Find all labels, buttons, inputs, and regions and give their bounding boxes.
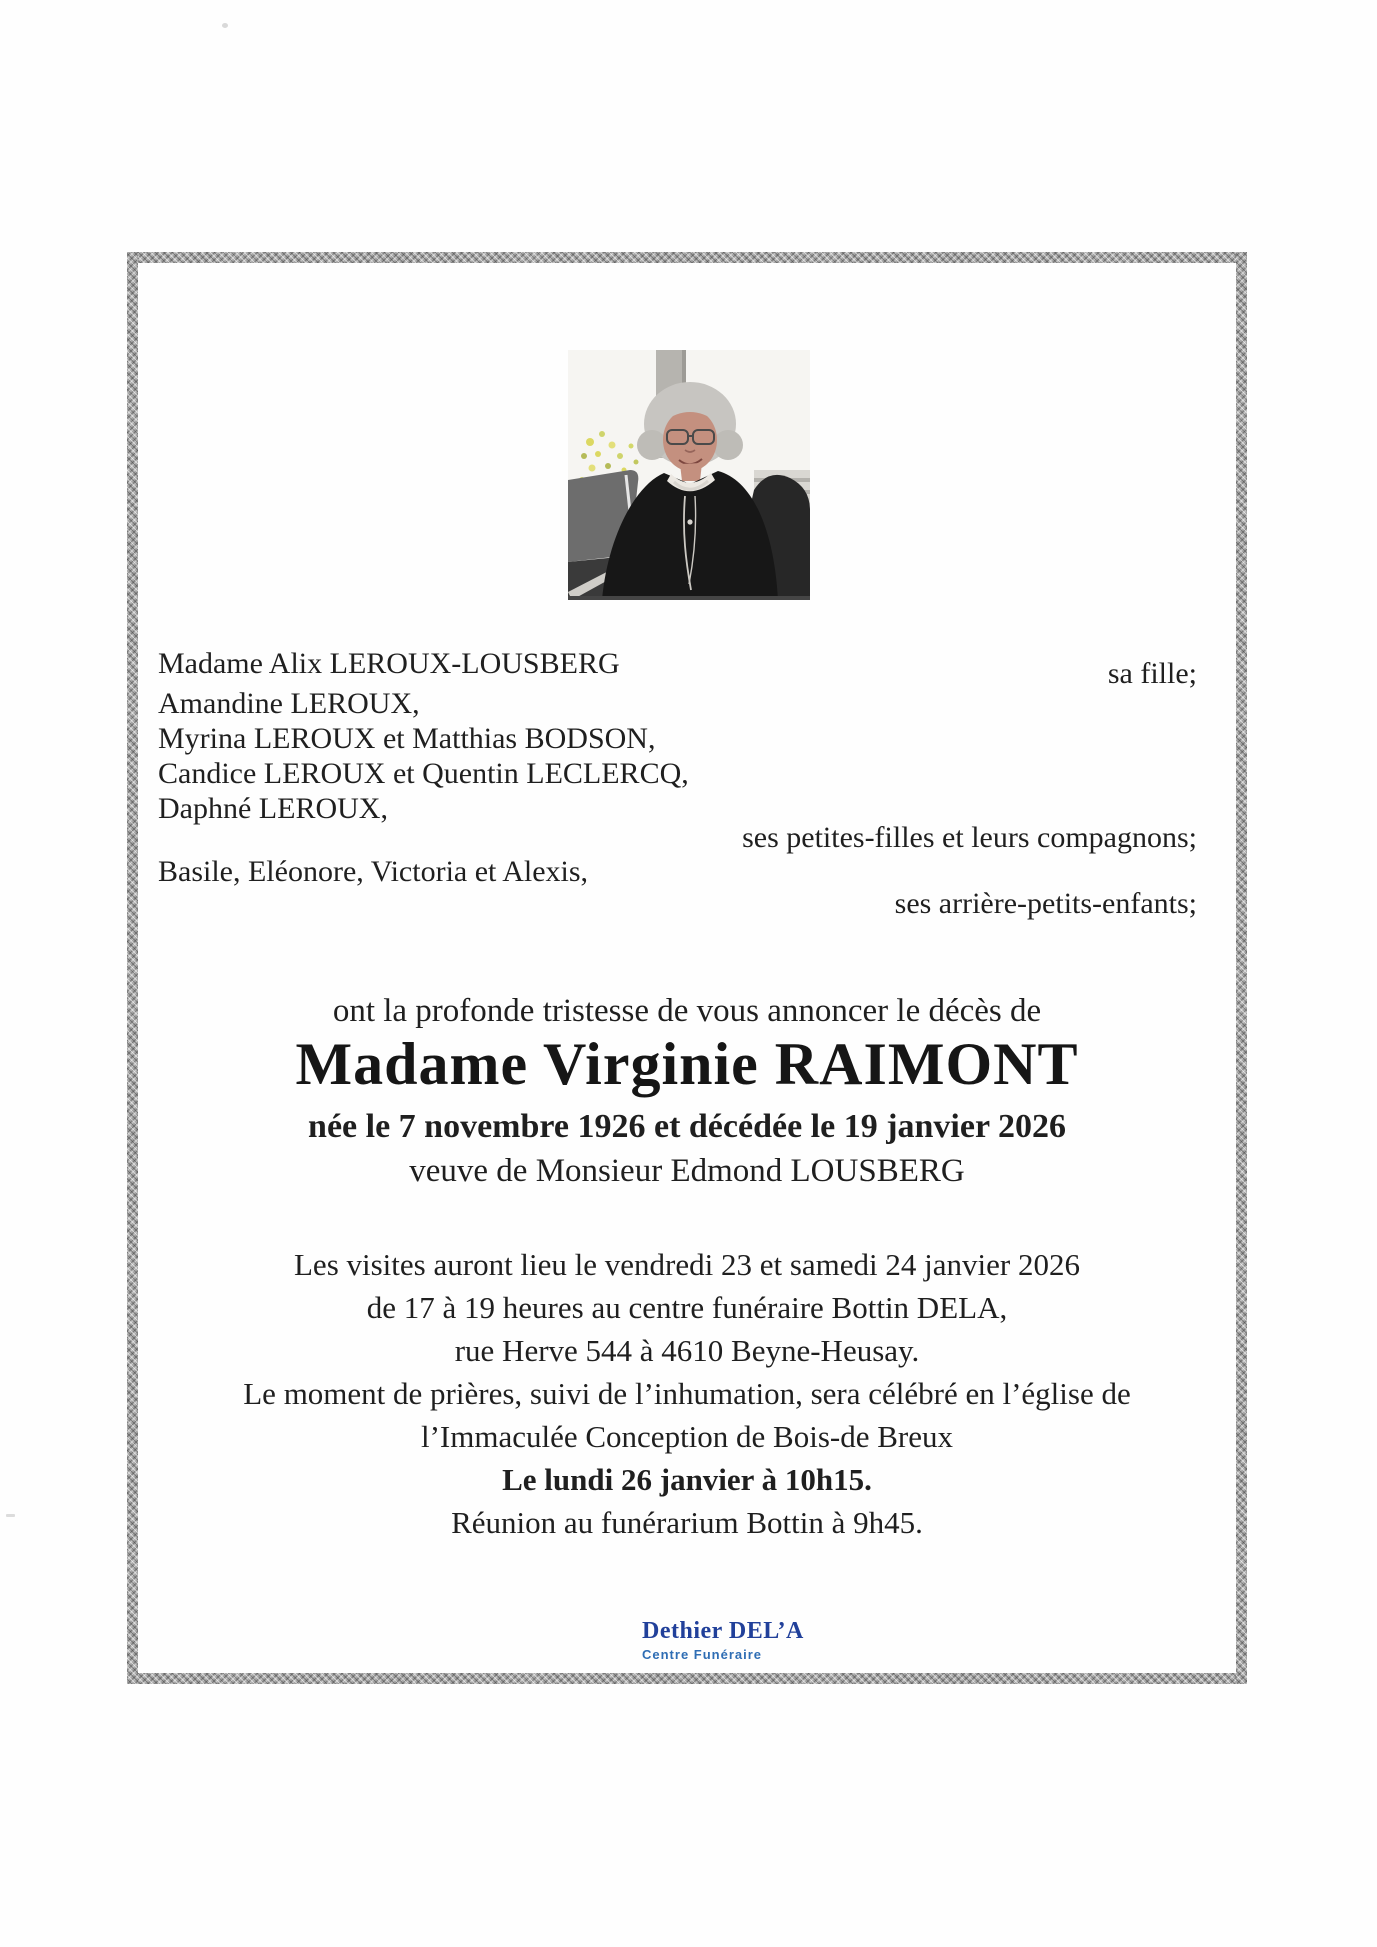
ceremony-line: l’Immaculée Conception de Bois-de Breux xyxy=(420,1419,953,1454)
woman-hair-side xyxy=(637,430,667,460)
ceremony-line: rue Herve 544 à 4610 Beyne-Heusay. xyxy=(454,1333,920,1368)
granddaughter-line: Myrina LEROUX et Matthias BODSON, xyxy=(158,722,656,755)
funeral-home-name: Dethier DEL’A xyxy=(642,1618,804,1644)
deceased-name-title: Madame Virginie RAIMONT xyxy=(295,1031,1079,1097)
ceremony-date-time-line: Le lundi 26 janvier à 10h15. xyxy=(502,1462,872,1497)
portrait-photo xyxy=(568,350,810,600)
granddaughter-line: Amandine LEROUX, xyxy=(158,687,420,720)
daughter-name-line: Madame Alix LEROUX-LOUSBERG xyxy=(158,647,620,680)
funeral-home-subtitle: Centre Funéraire xyxy=(642,1647,763,1662)
scan-speck xyxy=(222,23,228,28)
ceremony-line: Le moment de prières, suivi de l’inhumation, sera célébré en l’église de xyxy=(243,1376,1131,1411)
border-frame-top xyxy=(127,252,1247,263)
photo-bottom-edge xyxy=(568,596,810,600)
border-frame-right xyxy=(1236,252,1247,1684)
life-dates-line: née le 7 novembre 1926 et décédée le 19 janvier 2026 xyxy=(308,1108,1066,1145)
woman-face xyxy=(663,409,717,471)
border-frame-bottom xyxy=(127,1673,1247,1684)
ceremony-details xyxy=(137,1243,1237,1544)
granddaughters-relation-label: ses petites-filles et leurs compagnons; xyxy=(742,821,1197,854)
ceremony-line: Réunion au funérarium Bottin à 9h45. xyxy=(451,1505,923,1540)
granddaughter-line: Daphné LEROUX, xyxy=(158,792,388,825)
great-grandchildren-relation-label: ses arrière-petits-enfants; xyxy=(894,887,1197,920)
portrait-illustration xyxy=(568,350,810,600)
widow-line: veuve de Monsieur Edmond LOUSBERG xyxy=(409,1153,965,1189)
ceremony-line: Les visites auront lieu le vendredi 23 et samedi 24 janvier 2026 xyxy=(294,1247,1080,1282)
funeral-home-logo xyxy=(642,1618,804,1664)
daughter-relation-label: sa fille; xyxy=(1107,657,1197,690)
scan-speck xyxy=(6,1514,15,1517)
woman-neck xyxy=(680,463,702,481)
great-grandchildren-line: Basile, Eléonore, Victoria et Alexis, xyxy=(158,855,589,888)
granddaughters-list xyxy=(158,686,689,826)
ceremony-line: de 17 à 19 heures au centre funéraire Bottin DELA, xyxy=(366,1290,1008,1325)
announcement-intro: ont la profonde tristesse de vous annoncer le décès de xyxy=(332,993,1042,1029)
granddaughter-line: Candice LEROUX et Quentin LECLERCQ, xyxy=(158,757,689,790)
woman-hair-side xyxy=(713,430,743,460)
chain-pendant xyxy=(687,519,692,524)
